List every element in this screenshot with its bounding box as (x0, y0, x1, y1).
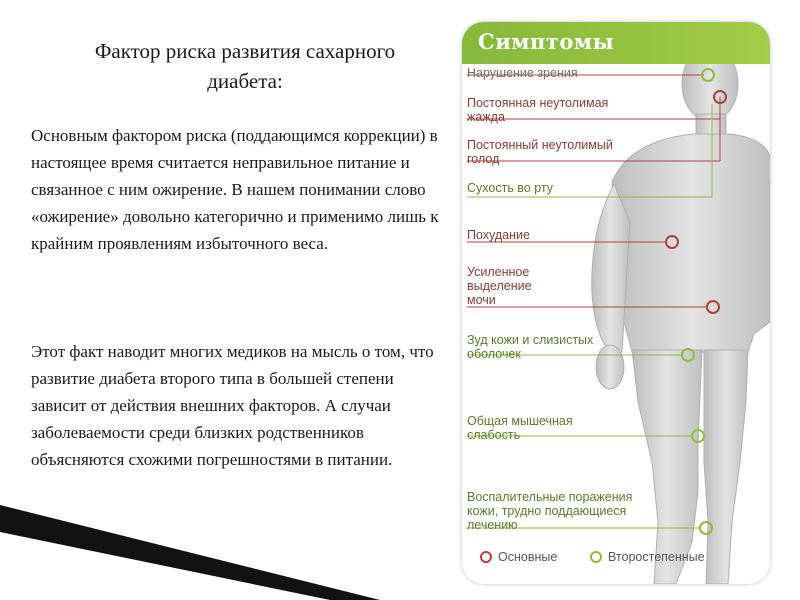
major-circle-icon (480, 551, 492, 563)
symptom-line: лечению (467, 518, 518, 532)
symptom-line: кожи, трудно поддающиеся (467, 504, 627, 518)
symptom-inflammation (467, 490, 632, 532)
legend-minor-label: Второстепенные (608, 550, 705, 564)
card-header (462, 22, 770, 64)
symptom-thirst (467, 96, 608, 124)
symptom-line: Сухость во рту (467, 181, 554, 195)
card-title: Симптомы (478, 29, 615, 54)
symptom-line: Воспалительные поражения (467, 490, 633, 504)
symptoms-infographic (462, 22, 770, 584)
minor-circle-icon (590, 551, 602, 563)
legend-minor (590, 550, 705, 564)
symptom-line: голод (467, 152, 500, 166)
symptom-line: Нарушение зрения (467, 66, 578, 80)
symptom-line: оболочек (467, 347, 521, 361)
symptom-weakness (467, 414, 573, 442)
paragraph-risk-factor: Основным фактором риска (поддающимся коррекции) в настоящее время считается неправильное питание и связанное с ним ожирение. В нашем понимании слово «ожирение» довольно категорично и применимо лишь к крайним проявлениям избыточного веса. (31, 126, 439, 253)
page-title-line-2: диабета: (207, 69, 283, 93)
symptom-dry-mouth (467, 181, 553, 195)
symptom-line: жажда (467, 110, 505, 124)
page-title-line-1: Фактор риска развития сахарного (94, 39, 396, 63)
symptom-line: мочи (467, 293, 496, 307)
symptom-vision (467, 66, 578, 80)
symptom-itch (467, 333, 593, 361)
symptom-line: Постоянная неутолимая (467, 96, 609, 110)
symptom-hunger (467, 138, 613, 166)
symptom-line: Усиленное (467, 265, 530, 279)
symptom-line: Зуд кожи и слизистых (467, 333, 594, 347)
page-title (30, 36, 460, 96)
legend-major (480, 550, 557, 564)
symptom-weight-loss (467, 228, 530, 242)
legend-major-label: Основные (498, 550, 558, 564)
symptom-urination (467, 265, 532, 307)
symptom-line: слабость (467, 428, 521, 442)
symptom-line: выделение (467, 279, 532, 293)
symptom-line: Общая мышечная (467, 414, 573, 428)
symptom-line: Постоянный неутолимый (467, 138, 613, 152)
paragraph-external-factors: Этот факт наводит многих медиков на мысль о том, что развитие диабета второго типа в большей степени зависит от действия внешних факторов. А случаи заболеваемости среди близких родственников объясняются схожими погрешностями в питании. (31, 342, 434, 469)
symptom-line: Похудание (467, 228, 530, 242)
